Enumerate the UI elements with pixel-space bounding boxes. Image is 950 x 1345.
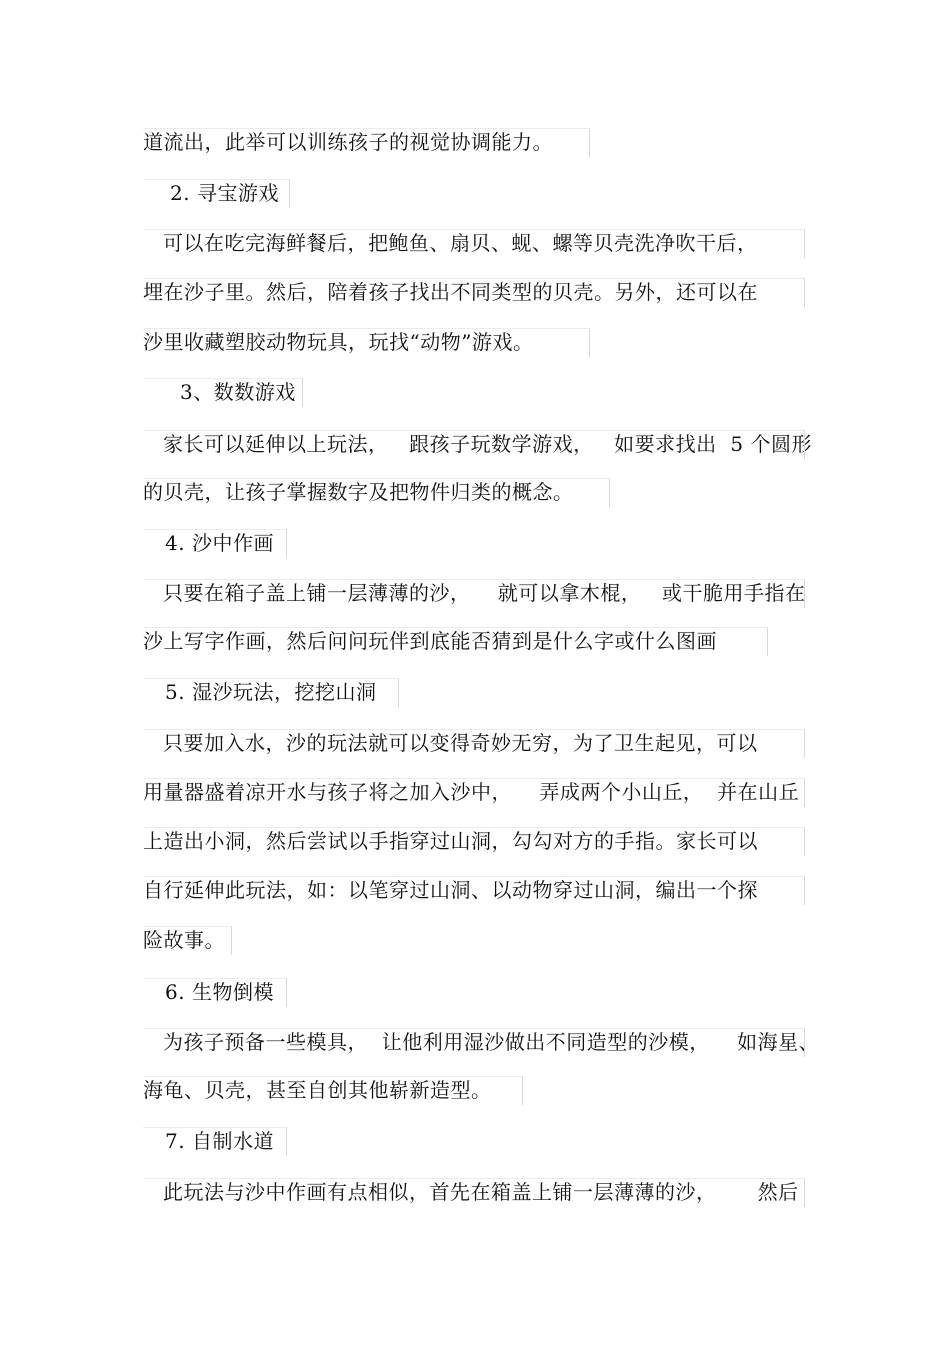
text-line-1: 道流出，此举可以训练孩子的视觉协调能力。 [143, 130, 553, 154]
section-heading-5: 5. 湿沙玩法，挖挖山洞 [165, 680, 377, 704]
text-line-5: 家长可以延伸以上玩法， 跟孩子玩数学游戏， 如要求找出 5 个圆形 [163, 432, 812, 456]
section-heading-2: 2. 寻宝游戏 [170, 181, 279, 205]
text-line-2: 可以在吃完海鲜餐后，把鲍鱼、扇贝、蚬、螺等贝壳洗净吹干后， [163, 231, 758, 255]
text-line-16: 此玩法与沙中作画有点相似，首先在箱盖上铺一层薄薄的沙， 然后 [163, 1180, 799, 1204]
text-line-8: 沙上写字作画，然后问问玩伴到底能否猜到是什么字或什么图画 [143, 629, 717, 653]
section-heading-7: 7. 自制水道 [165, 1129, 274, 1153]
text-line-7: 只要在箱子盖上铺一层薄薄的沙， 就可以拿木棍， 或干脆用手指在 [163, 581, 806, 605]
section-heading-3: 3、数数游戏 [180, 380, 296, 404]
text-line-10: 用量器盛着凉开水与孩子将之加入沙中， 弄成两个小山丘， 并在山丘 [143, 780, 800, 804]
text-line-13: 险故事。 [143, 928, 225, 952]
text-line-3: 埋在沙子里。然后，陪着孩子找出不同类型的贝壳。另外，还可以在 [143, 280, 758, 304]
text-line-15: 海龟、贝壳，甚至自创其他崭新造型。 [143, 1078, 492, 1102]
text-line-4: 沙里收藏塑胶动物玩具，玩找“动物”游戏。 [143, 330, 534, 354]
text-line-6: 的贝壳，让孩子掌握数字及把物件归类的概念。 [143, 480, 574, 504]
text-line-14: 为孩子预备一些模具， 让他利用湿沙做出不同造型的沙模， 如海星、 [163, 1030, 820, 1054]
section-heading-6: 6. 生物倒模 [165, 980, 274, 1004]
text-line-9: 只要加入水，沙的玩法就可以变得奇妙无穷，为了卫生起见，可以 [163, 731, 758, 755]
text-line-12: 自行延伸此玩法，如：以笔穿过山洞、以动物穿过山洞，编出一个探 [143, 878, 758, 902]
section-heading-4: 4. 沙中作画 [165, 531, 274, 555]
text-line-11: 上造出小洞，然后尝试以手指穿过山洞，勾勾对方的手指。家长可以 [143, 829, 758, 853]
